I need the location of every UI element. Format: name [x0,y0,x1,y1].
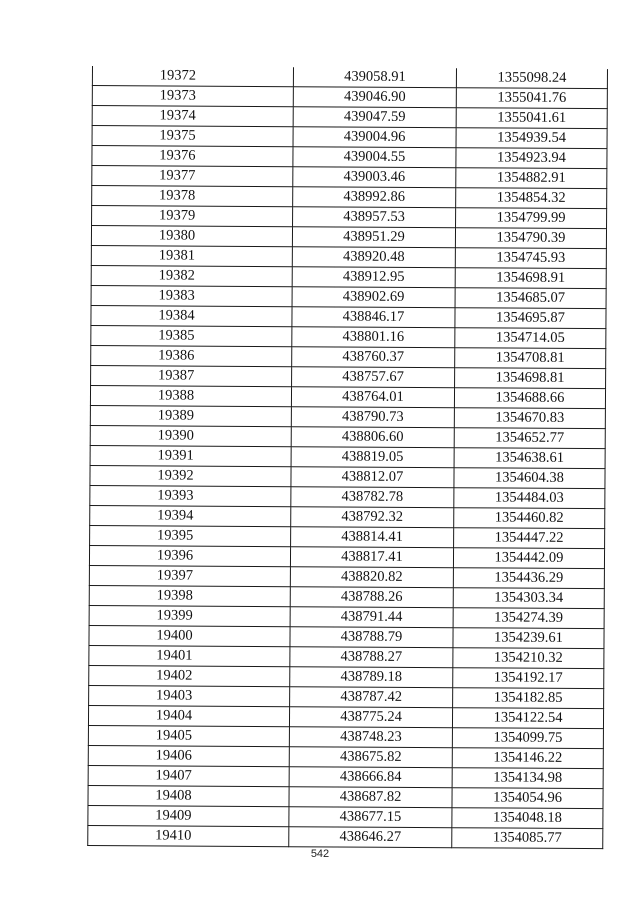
table-row [91,345,606,368]
x-coordinate-cell: 438992.86 [293,187,456,208]
y-coordinate-cell: 1354698.81 [455,368,606,389]
point-id-cell: 19375 [92,126,293,147]
point-id-cell: 19385 [91,325,292,346]
table-row [92,166,607,189]
point-id-cell: 19382 [91,265,292,286]
y-coordinate-cell: 1355041.76 [456,88,607,109]
table-row [91,245,606,268]
y-coordinate-cell: 1354670.83 [454,408,605,429]
y-coordinate-cell: 1354436.29 [453,568,604,589]
point-id-cell: 19386 [91,345,292,366]
point-id-cell: 19387 [91,365,292,386]
x-coordinate-cell: 438782.78 [291,487,454,508]
x-coordinate-cell: 439047.59 [293,107,456,128]
point-id-cell: 19402 [89,665,290,686]
x-coordinate-cell: 438764.01 [291,387,454,408]
table-row [92,106,607,129]
x-coordinate-cell: 438806.60 [291,427,454,448]
table-row [89,605,604,628]
x-coordinate-cell: 438819.05 [291,447,454,468]
point-id-cell: 19401 [89,645,290,666]
y-coordinate-cell: 1354484.03 [454,488,605,509]
y-coordinate-cell: 1354210.32 [453,648,604,669]
point-id-cell: 19373 [92,86,293,107]
x-coordinate-cell: 438775.24 [289,707,452,728]
x-coordinate-cell: 438820.82 [290,567,453,588]
x-coordinate-cell: 439004.96 [293,127,456,148]
x-coordinate-cell: 438790.73 [291,407,454,428]
table-row [92,66,607,89]
page-number: 542 [310,848,330,860]
x-coordinate-cell: 438792.32 [291,507,454,528]
y-coordinate-cell: 1354695.87 [455,308,606,329]
table-row [90,465,605,488]
table-row [92,86,607,109]
table-row [90,525,605,548]
table-row [91,305,606,328]
y-coordinate-cell: 1354442.09 [453,548,604,569]
point-id-cell: 19396 [89,545,290,566]
point-id-cell: 19393 [90,485,291,506]
table-row [90,445,605,468]
point-id-cell: 19392 [90,465,291,486]
x-coordinate-cell: 438677.15 [289,807,452,828]
table-row [90,405,605,428]
x-coordinate-cell: 438787.42 [290,687,453,708]
table-row [91,365,606,388]
y-coordinate-cell: 1354303.34 [453,588,604,609]
x-coordinate-cell: 438788.79 [290,627,453,648]
x-coordinate-cell: 438814.41 [291,527,454,548]
point-id-cell: 19408 [88,785,289,806]
x-coordinate-cell: 438789.18 [290,667,453,688]
y-coordinate-cell: 1354688.66 [454,388,605,409]
coordinates-table-wrapper [87,66,574,849]
table-row [91,226,606,249]
table-row [88,765,603,788]
point-id-cell: 19389 [90,405,291,426]
table-row [88,785,603,808]
x-coordinate-cell: 438675.82 [289,747,452,768]
y-coordinate-cell: 1354685.07 [455,288,606,309]
y-coordinate-cell: 1355041.61 [456,108,607,129]
y-coordinate-cell: 1354939.54 [456,128,607,149]
x-coordinate-cell: 439058.91 [293,67,456,87]
y-coordinate-cell: 1355098.24 [456,68,607,88]
point-id-cell: 19398 [89,585,290,606]
y-coordinate-cell: 1354085.77 [452,828,603,849]
y-coordinate-cell: 1354604.38 [454,468,605,489]
y-coordinate-cell: 1354882.91 [456,168,607,189]
x-coordinate-cell: 438920.48 [292,247,455,268]
point-id-cell: 19394 [90,505,291,526]
y-coordinate-cell: 1354447.22 [454,528,605,549]
point-id-cell: 19379 [92,206,293,227]
y-coordinate-cell: 1354714.05 [455,328,606,349]
x-coordinate-cell: 438791.44 [290,607,453,628]
table-row [89,685,604,708]
y-coordinate-cell: 1354708.81 [455,348,606,369]
point-id-cell: 19405 [88,725,289,746]
table-row [92,146,607,169]
table-row [89,645,604,668]
y-coordinate-cell: 1354923.94 [456,148,607,169]
y-coordinate-cell: 1354854.32 [456,188,607,209]
y-coordinate-cell: 1354799.99 [456,208,607,229]
x-coordinate-cell: 438846.17 [292,307,455,328]
point-id-cell: 19388 [90,385,291,406]
x-coordinate-cell: 438748.23 [289,727,452,748]
point-id-cell: 19377 [92,166,293,187]
point-id-cell: 19374 [92,106,293,127]
y-coordinate-cell: 1354192.17 [453,668,604,689]
x-coordinate-cell: 439003.46 [293,167,456,188]
point-id-cell: 19376 [92,146,293,167]
x-coordinate-cell: 439046.90 [293,87,456,108]
y-coordinate-cell: 1354652.77 [454,428,605,449]
point-id-cell: 19409 [88,805,289,826]
point-id-cell: 19383 [91,285,292,306]
point-id-cell: 19410 [88,825,289,846]
table-row [90,385,605,408]
table-row [92,206,607,229]
table-row [90,505,605,528]
y-coordinate-cell: 1354460.82 [454,508,605,529]
table-row [89,565,604,588]
point-id-cell: 19397 [89,565,290,586]
y-coordinate-cell: 1354054.96 [452,788,603,809]
x-coordinate-cell: 438902.69 [292,287,455,308]
table-row [90,485,605,508]
point-id-cell: 19384 [91,305,292,326]
point-id-cell: 19372 [92,66,293,87]
x-coordinate-cell: 438801.16 [292,327,455,348]
y-coordinate-cell: 1354274.39 [453,608,604,629]
table-row [88,745,603,768]
x-coordinate-cell: 438812.07 [291,467,454,488]
x-coordinate-cell: 438788.26 [290,587,453,608]
point-id-cell: 19403 [89,685,290,706]
y-coordinate-cell: 1354134.98 [452,768,603,789]
table-row [88,825,603,848]
coordinates-table-body [88,66,608,849]
point-id-cell: 19399 [89,605,290,626]
table-row [90,425,605,448]
table-row [88,705,603,728]
point-id-cell: 19406 [88,745,289,766]
x-coordinate-cell: 438817.41 [290,547,453,568]
x-coordinate-cell: 438760.37 [292,347,455,368]
point-id-cell: 19390 [90,425,291,446]
y-coordinate-cell: 1354099.75 [452,728,603,749]
x-coordinate-cell: 438646.27 [289,827,452,848]
y-coordinate-cell: 1354146.22 [452,748,603,769]
table-row [89,625,604,648]
point-id-cell: 19407 [88,765,289,786]
x-coordinate-cell: 438687.82 [289,787,452,808]
table-row [89,585,604,608]
y-coordinate-cell: 1354182.85 [453,688,604,709]
table-row [92,186,607,209]
x-coordinate-cell: 438951.29 [292,227,455,248]
y-coordinate-cell: 1354698.91 [455,268,606,289]
point-id-cell: 19400 [89,625,290,646]
x-coordinate-cell: 438788.27 [290,647,453,668]
point-id-cell: 19381 [91,245,292,266]
table-row [88,805,603,828]
point-id-cell: 19380 [91,226,292,247]
coordinates-table [87,66,608,849]
y-coordinate-cell: 1354048.18 [452,808,603,829]
table-row [92,126,607,149]
y-coordinate-cell: 1354239.61 [453,628,604,649]
table-row [91,325,606,348]
y-coordinate-cell: 1354745.93 [455,248,606,269]
table-row [89,665,604,688]
x-coordinate-cell: 438757.67 [292,367,455,388]
y-coordinate-cell: 1354638.61 [454,448,605,469]
x-coordinate-cell: 438666.84 [289,767,452,788]
table-row [91,285,606,308]
point-id-cell: 19391 [90,445,291,466]
x-coordinate-cell: 438957.53 [293,207,456,228]
y-coordinate-cell: 1354122.54 [452,708,603,729]
point-id-cell: 19378 [92,186,293,207]
point-id-cell: 19395 [90,525,291,546]
table-row [89,545,604,568]
point-id-cell: 19404 [88,705,289,726]
y-coordinate-cell: 1354790.39 [455,228,606,249]
table-row [88,725,603,748]
table-row [91,265,606,288]
x-coordinate-cell: 438912.95 [292,267,455,288]
x-coordinate-cell: 439004.55 [293,147,456,168]
